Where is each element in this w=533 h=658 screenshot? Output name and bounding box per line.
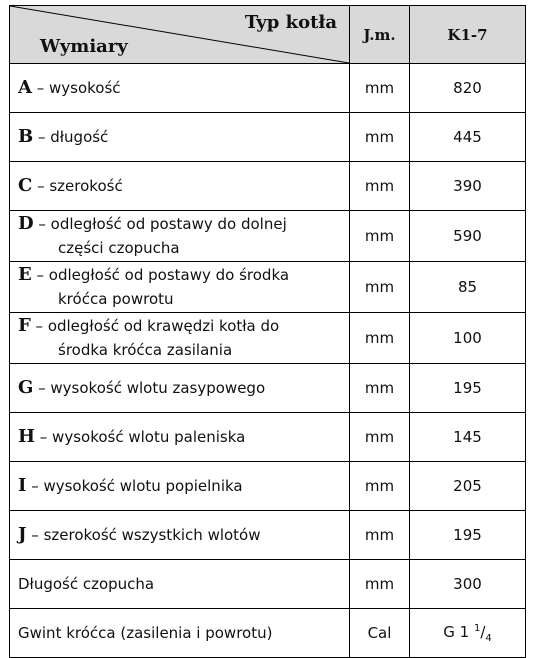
unit-cell: mm — [350, 211, 410, 262]
dimension-name — [10, 162, 350, 211]
table-row — [10, 113, 526, 162]
dimension-name — [10, 113, 350, 162]
dimension-letter: H — [18, 426, 36, 447]
table-row — [10, 511, 526, 560]
dimension-name — [10, 364, 350, 413]
dimensions-header: Wymiary — [40, 36, 128, 57]
dimension-description: – szerokość wszystkich wlotów — [26, 526, 261, 544]
thread-size-prefix: G 1 — [443, 622, 474, 641]
header-row — [10, 6, 526, 64]
value-cell: 85 — [410, 262, 526, 313]
dimension-description: Długość czopucha — [18, 575, 155, 593]
unit-cell: mm — [350, 413, 410, 462]
value-cell: 820 — [410, 64, 526, 113]
dimension-name — [10, 560, 350, 609]
dimension-letter: F — [18, 315, 31, 336]
table-row — [10, 560, 526, 609]
value-cell: 300 — [410, 560, 526, 609]
table-row — [10, 162, 526, 211]
boiler-type-header: Typ kotła — [244, 12, 337, 33]
table-row — [10, 364, 526, 413]
corner-header-cell — [10, 6, 350, 64]
dimension-name — [10, 313, 350, 364]
unit-cell: mm — [350, 262, 410, 313]
dimension-letter: I — [18, 475, 27, 496]
dimension-description: – wysokość wlotu paleniska — [35, 428, 246, 446]
unit-cell: mm — [350, 560, 410, 609]
table-row — [10, 413, 526, 462]
value-cell: 145 — [410, 413, 526, 462]
dimension-description: – odległość od postawy do dolnej — [33, 215, 287, 233]
value-cell — [410, 609, 526, 658]
model-header: K1-7 — [410, 6, 526, 64]
unit-cell: mm — [350, 64, 410, 113]
fraction-numerator: 1 — [473, 622, 481, 634]
dimension-description: – wysokość wlotu zasypowego — [33, 379, 266, 397]
dimension-name — [10, 211, 350, 262]
dimension-description-continued: środka króćca zasilania — [58, 341, 233, 359]
dimension-letter: B — [18, 126, 34, 147]
dimension-description: Gwint króćca (zasilenia i powrotu) — [18, 624, 273, 642]
dimension-name — [10, 511, 350, 560]
unit-cell: mm — [350, 162, 410, 211]
dimension-description: – odległość od krawędzi kotła do — [30, 317, 280, 335]
value-cell: 445 — [410, 113, 526, 162]
fraction-separator: / — [480, 622, 486, 641]
dimension-name — [10, 609, 350, 658]
unit-cell: Cal — [350, 609, 410, 658]
value-cell: 195 — [410, 364, 526, 413]
dimension-letter: G — [18, 377, 34, 398]
dimension-letter: C — [18, 175, 33, 196]
dimension-name — [10, 413, 350, 462]
dimension-description-continued: króćca powrotu — [58, 290, 174, 308]
dimension-description: – wysokość wlotu popielnika — [26, 477, 243, 495]
unit-cell: mm — [350, 462, 410, 511]
unit-cell: mm — [350, 364, 410, 413]
value-cell: 195 — [410, 511, 526, 560]
dimension-name — [10, 262, 350, 313]
dimension-letter: E — [18, 264, 32, 285]
value-cell: 590 — [410, 211, 526, 262]
table-row — [10, 262, 526, 313]
dimensions-table — [9, 5, 526, 658]
table-row — [10, 313, 526, 364]
dimension-description: – długość — [33, 128, 109, 146]
fraction-denominator: 4 — [485, 632, 492, 644]
unit-cell: mm — [350, 313, 410, 364]
value-cell: 100 — [410, 313, 526, 364]
unit-cell: mm — [350, 511, 410, 560]
value-cell: 390 — [410, 162, 526, 211]
dimension-description-continued: części czopucha — [58, 239, 180, 257]
unit-header: J.m. — [350, 6, 410, 64]
dimension-description: – odległość od postawy do środka — [31, 266, 290, 284]
table-row — [10, 64, 526, 113]
table-row — [10, 462, 526, 511]
unit-cell: mm — [350, 113, 410, 162]
dimension-description: – wysokość — [31, 79, 121, 97]
value-cell: 205 — [410, 462, 526, 511]
dimension-name — [10, 462, 350, 511]
table-row — [10, 609, 526, 658]
dimension-letter: D — [18, 213, 34, 234]
dimension-letter: J — [18, 524, 27, 545]
dimension-name — [10, 64, 350, 113]
dimension-letter: A — [18, 77, 32, 98]
table-row — [10, 211, 526, 262]
dimension-description: – szerokość — [32, 177, 123, 195]
